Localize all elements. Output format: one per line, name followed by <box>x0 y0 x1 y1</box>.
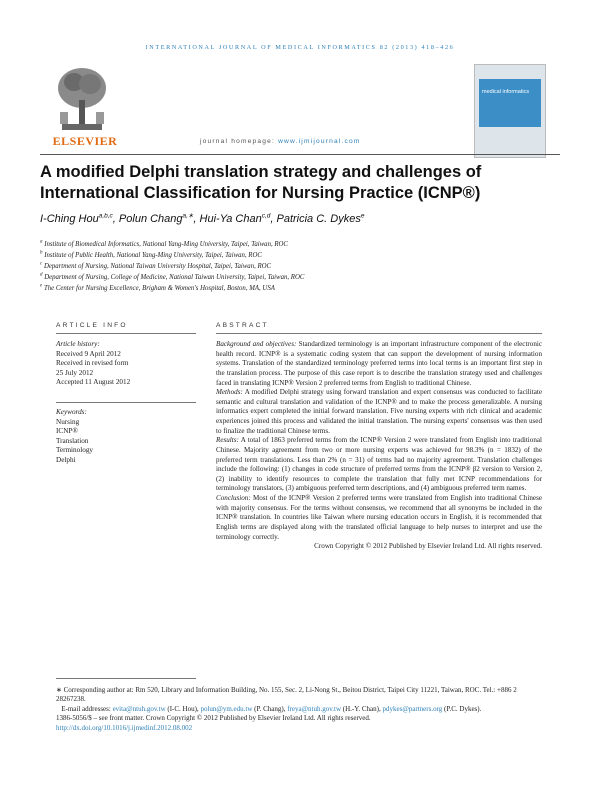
abstract-results: Results: A total of 1863 preferred terms from the ICNP® Version 2 were translated from English into traditional Chinese. Majority agreement from two or more nursing experts was achieved for 98.3% (n = 1832) of the preferred term translations. Less than 2% (n = 31) of terms had no majority agreement. Translation challenges include the following: (1) changes in code structure of preferred terms from the ICNP® β2 version to Version 2, (2) inability to identify resources to complete the translation that fully met ICNP recommendations for terminology translators, (3) ambiguous preferred term descriptions, and (4) ambiguous preferred term names. <box>216 436 542 493</box>
author-affiliation-mark: a,b,c <box>98 212 113 220</box>
cover-title: medical informatics <box>482 89 530 95</box>
history-item: Received in revised form <box>56 359 129 368</box>
journal-cover-image <box>474 64 546 158</box>
journal-header: INTERNATIONAL JOURNAL OF MEDICAL INFORMATICS 82 (2013) 418–426 <box>145 44 455 51</box>
issn-line: 1386-5056/$ – see front matter. Crown Copyright © 2012 Published by Elsevier Ireland Ltd. All rights reserved. <box>56 714 371 723</box>
corresponding-author: ∗ Corresponding author at: Rm 520, Library and Information Building, No. 155, Sec. 2, Li-Nong St., Beitou District, Taipei City 11221, Taiwan, ROC. Tel.: +886 2 28267238. <box>56 686 517 704</box>
abstract-methods: Methods: A modified Delphi strategy using forward translation and expert consensus was conducted to facilitate semantic and cultural translation and validation of the ICNP® and to make the process generalizable. A nursing informatics expert completed the initial forward translation. Five nursing experts with rich clinical and academic experiences joined this process and validated the initial translation. The nursing experts' consensus was then used to finalize the traditional Chinese terms. <box>216 388 542 435</box>
abstract-divider <box>216 333 542 334</box>
history-item: Accepted 11 August 2012 <box>56 378 131 387</box>
header-divider <box>40 154 560 155</box>
author-name: Patricia C. Dykes <box>276 213 361 225</box>
keywords-label: Keywords: <box>56 408 87 416</box>
author-affiliation-mark: a,∗ <box>182 212 194 220</box>
journal-homepage <box>200 138 361 145</box>
author-affiliation-mark: e <box>360 212 365 220</box>
article-info-header: ARTICLE INFO <box>56 322 128 329</box>
keyword: Terminology <box>56 446 94 455</box>
author-name: I-Ching Hou <box>40 213 99 225</box>
author-list: I-Ching Hou$^{a,b,c}$, Polun Chang$^{a,∗}$, Hui-Ya Chan$^{c,d}$, Patricia C. Dykes$^e$ <box>40 212 365 225</box>
homepage-label: journal homepage: <box>200 138 276 145</box>
keyword: Nursing <box>56 417 80 426</box>
affiliation: $^c$ Department of Nursing, National Taiwan University Hospital, Taipei, Taiwan, ROC <box>40 261 272 270</box>
homepage-link[interactable]: www.ijmijournal.com <box>278 138 361 145</box>
footnote-divider <box>56 678 196 679</box>
history-divider <box>56 402 196 403</box>
publisher-logo-text: ELSEVIER <box>52 134 118 148</box>
doi-link[interactable]: http://dx.doi.org/10.1016/j.ijmedinf.2012.08.002 <box>56 723 193 732</box>
article-title: A modified Delphi translation strategy and challenges of International Classification for Nursing Practice (ICNP®) <box>40 163 482 202</box>
email-link[interactable]: pdykes@partners.org <box>382 704 443 713</box>
abstract-copyright: Crown Copyright © 2012 Published by Elsevier Ireland Ltd. All rights reserved. <box>314 542 542 551</box>
email-addresses: E-mail addresses: evita@ntuh.gov.tw (I-C. Hou), polun@ym.edu.tw (P. Chang), freya@ntuh.gov.tw (H.-Y. Chan), pdykes@partners.org (P.C. Dykes). <box>61 704 482 713</box>
abstract-header: ABSTRACT <box>216 322 269 329</box>
history-item: Received 9 April 2012 <box>56 349 121 358</box>
keywords <box>56 408 196 466</box>
abstract-body <box>216 340 542 552</box>
author-affiliation-mark: c,d <box>261 212 271 220</box>
article-info-divider <box>56 333 196 334</box>
article-history <box>56 340 196 388</box>
footnotes <box>56 686 546 733</box>
email-link[interactable]: polun@ym.edu.tw <box>200 704 253 713</box>
history-label: Article history: <box>56 340 100 348</box>
abstract-background: Background and objectives: Standardized terminology is an important infrastructure component of the electronic health record. ICNP® is a systematic coding system that can support the development of nursing information systems. Translation of the standardized terminology preferred terms into local terms is an important first step in the translation process. The purpose of this case report is to describe the translation strategy used and challenges faced in translating ICNP® Version 2 preferred terms from English to traditional Chinese. <box>216 340 542 387</box>
email-link[interactable]: freya@ntuh.gov.tw <box>287 704 342 713</box>
email-link[interactable]: evita@ntuh.gov.tw <box>112 704 166 713</box>
keyword: Delphi <box>56 455 76 464</box>
affiliation: $^e$ The Center for Nursing Excellence, Brigham & Women's Hospital, Boston, MA, USA <box>40 283 275 292</box>
affiliation: $^b$ Institute of Public Health, National Yang-Ming University, Taipei, Taiwan, ROC <box>40 250 262 259</box>
keyword: Translation <box>56 436 89 445</box>
history-item: 25 July 2012 <box>56 368 94 377</box>
elsevier-tree-logo <box>54 62 110 136</box>
abstract-conclusion: Conclusion: Most of the ICNP® Version 2 preferred terms were translated from English into traditional Chinese with majority consensus. For the terms without consensus, we recommend that all synonyms be included in the ICNP® translation. In countries like Taiwan where nursing education occurs in English, it is recommended that English terms are displayed along with the translated official language to help nurses to interpret and use the terminology correctly. <box>216 494 542 541</box>
author-name: Hui-Ya Chan <box>199 213 262 225</box>
affiliation: $^a$ Institute of Biomedical Informatics, National Yang-Ming University, Taipei, Taiwan, ROC <box>40 239 288 248</box>
affiliation: $^d$ Department of Nursing, College of Medicine, National Taiwan University, Taipei, Taiwan, ROC <box>40 272 305 281</box>
keyword: ICNP® <box>56 427 78 436</box>
author-name: Polun Chang <box>118 213 183 225</box>
